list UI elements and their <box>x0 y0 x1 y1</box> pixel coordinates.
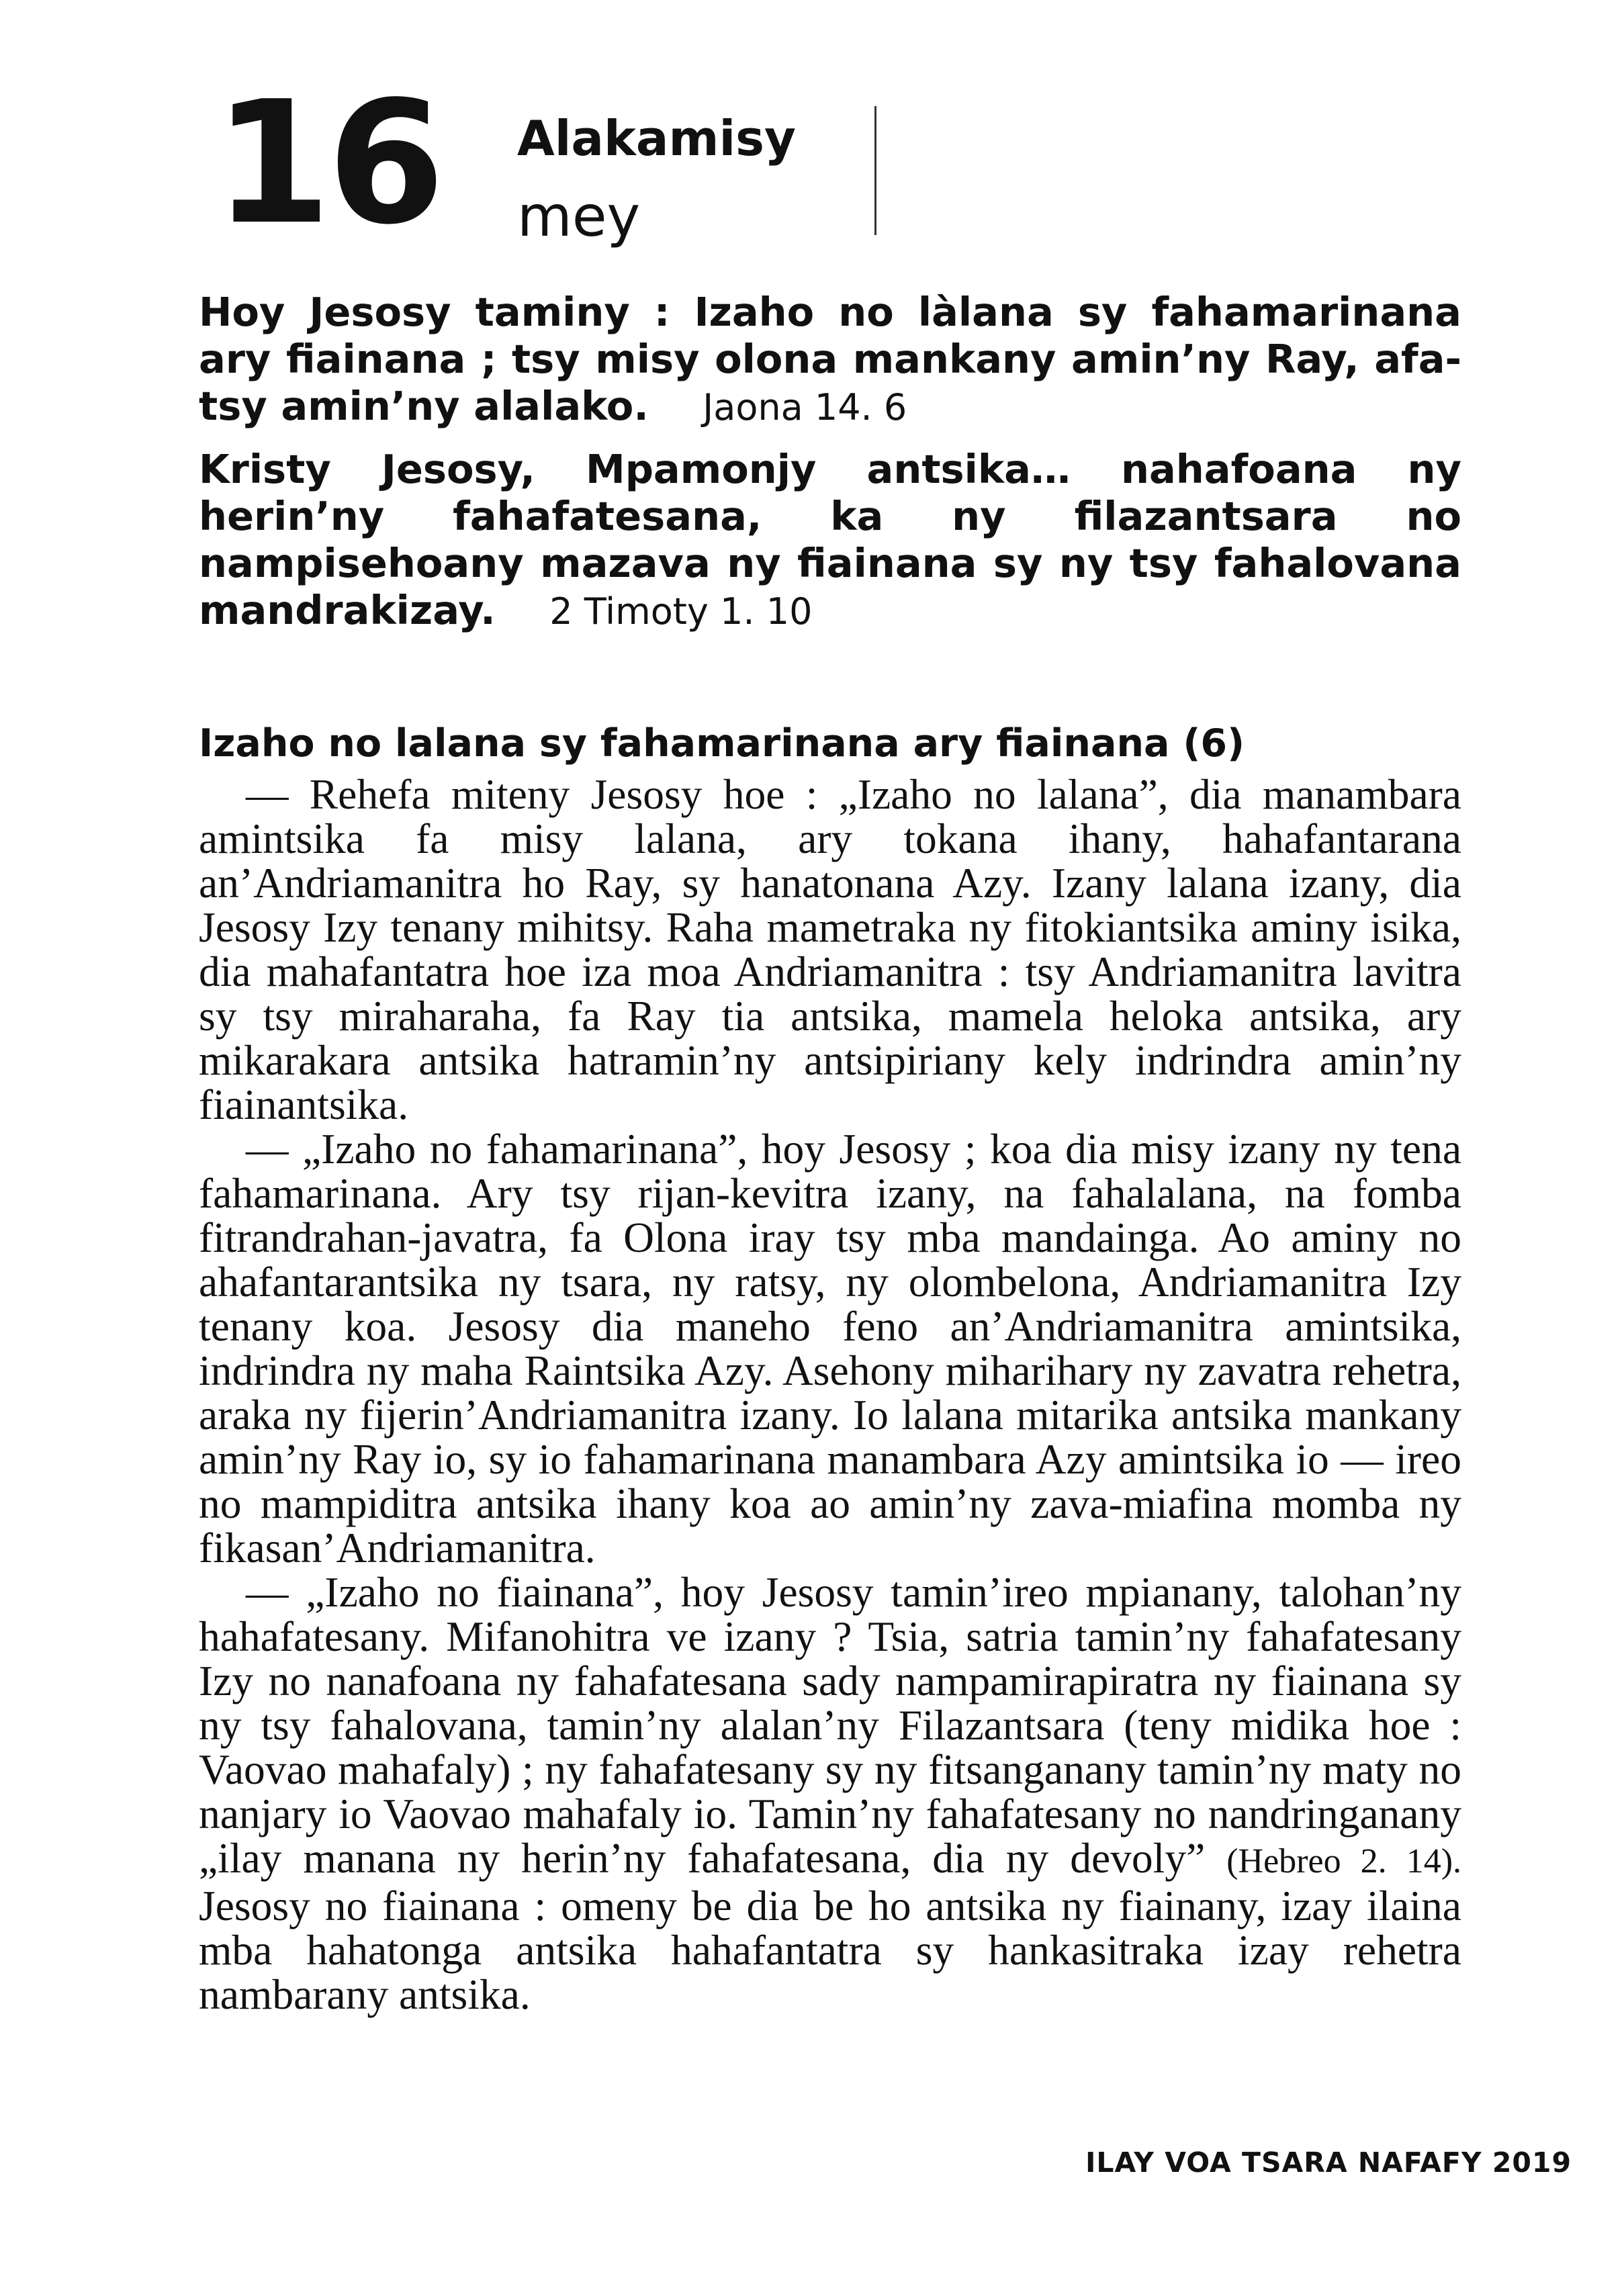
header-divider <box>874 106 876 235</box>
verse-2-reference: 2 Timoty 1. 10 <box>549 590 813 633</box>
verse-1-text: Hoy Jesosy taminy : Izaho no làlana sy fahamarinana ary fiainana ; tsy misy olona mankany amin’ny Ray, afa-tsy amin’ny alalako. <box>199 289 1461 429</box>
meditation-paragraph-3-text: — „Izaho no fiainana”, hoy Jesosy tamin’ireo mpianany, talohan’ny hahafatesany. Mifanohitra ve izany ? Tsia, satria tamin’ny fahafatesany Izy no nanafoana ny fahafatesana sady nampamirapiratra ny fiainana sy ny tsy fahalovana, tamin’ny alalan’ny Filazantsara (teny midika hoe : Vaovao mahafaly) ; ny fahafatesany sy ny fitsanganany tamin’ny maty no nanjary io Vaovao mahafaly io. Tamin’ny fahafatesany no nandringanany „ilay manana ny herin’ny fahafatesana, dia ny devoly” <box>199 1568 1461 1882</box>
meditation-title: Izaho no lalana sy fahamarinana ary fiainana (6) <box>199 721 1245 766</box>
meditation-body <box>199 772 1461 2017</box>
verse-2-text: Kristy Jesosy, Mpamonjy antsika… nahafoana ny herin’ny fahafatesana, ka ny filazantsara no nampisehoany mazava ny fiainana sy ny tsy fahalovana mandrakizay. <box>199 446 1461 633</box>
meditation-paragraph-1: — Rehefa miteny Jesosy hoe : „Izaho no lalana”, dia manambara amintsika fa misy lalana, ary tokana ihany, hahafantarana an’Andriamanitra ho Ray, sy hanatonana Azy. Izany lalana izany, dia Jesosy Izy tenany mihitsy. Raha mametraka ny fitokiantsika aminy isika, dia mahafantatra hoe iza moa Andriamanitra : tsy Andriamanitra lavitra sy tsy miraharaha, fa Ray tia antsika, mamela heloka antsika, ary mikarakara antsika hatramin’ny antsipiriany kely indrindra amin’ny fiainantsika. <box>199 770 1461 1128</box>
inline-reference: (Hebreo 2. 14). <box>1226 1842 1462 1880</box>
publication-footer: ILAY VOA TSARA NAFAFY 2019 <box>1085 2146 1572 2179</box>
day-number: 16 <box>214 65 441 262</box>
month-label: mey <box>517 183 641 249</box>
weekday-label: Alakamisy <box>517 110 796 167</box>
bible-verses <box>199 289 1461 650</box>
verse-1 <box>199 289 1461 431</box>
meditation-paragraph-3 <box>199 1570 1461 2017</box>
meditation-paragraph-3-end: Jesosy no fiainana : omeny be dia be ho antsika ny fiainany, izay ilaina mba hahatonga antsika hahafantatra sy hankasitraka izay rehetra nambarany antsika. <box>199 1882 1461 2018</box>
meditation-paragraph-2: — „Izaho no fahamarinana”, hoy Jesosy ; koa dia misy izany ny tena fahamarinana. Ary tsy rijan-kevitra izany, na fahalalana, na fomba fitrandrahan-javatra, fa Olona iray tsy mba mandainga. Ao aminy no ahafantarantsika ny tsara, ny ratsy, ny olombelona, Andriamanitra Izy tenany koa. Jesosy dia maneho feno an’Andriamanitra amintsika, indrindra ny maha Raintsika Azy. Asehony miharihary ny zavatra rehetra, araka ny fijerin’Andriamanitra izany. Io lalana mitarika antsika mankany amin’ny Ray io, sy io fahamarinana manambara Azy amintsika io — ireo no mampiditra antsika ihany koa ao amin’ny zava-miafina momba ny fikasan’Andriamanitra. <box>199 1125 1461 1572</box>
verse-2 <box>199 446 1461 635</box>
verse-1-reference: Jaona 14. 6 <box>703 386 907 428</box>
